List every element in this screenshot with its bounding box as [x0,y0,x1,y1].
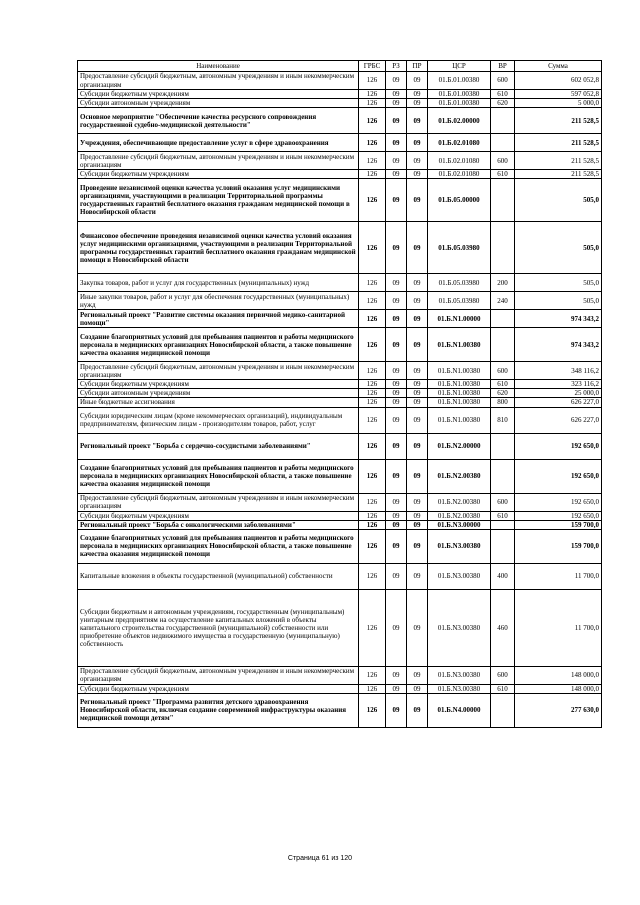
table-row [78,666,602,684]
cell-rz: 09 [386,222,407,274]
cell-name: Региональный проект "Программа развития детского здравоохранения Новосибирской области, включая создание современной инфраструктуры оказания медицинской помощи детям" [78,693,359,727]
cell-rz: 09 [386,152,407,170]
cell-grbs: 126 [359,222,386,274]
budget-table [77,60,602,728]
cell-pr: 09 [407,179,428,222]
cell-csr: 01.Б.N1.00380 [428,362,491,380]
cell-rz: 09 [386,693,407,727]
cell-sum: 5 000,0 [515,99,602,108]
cell-vr: 620 [491,99,515,108]
cell-sum: 602 052,8 [515,72,602,90]
header-csr: ЦСР [428,61,491,72]
cell-grbs: 126 [359,108,386,134]
cell-csr: 01.Б.05.03980 [428,292,491,310]
cell-rz: 09 [386,529,407,563]
cell-name: Субсидии бюджетным учреждениям [78,684,359,693]
cell-rz: 09 [386,520,407,529]
cell-vr [491,328,515,362]
table-row [78,108,602,134]
cell-sum: 597 052,8 [515,90,602,99]
cell-rz: 09 [386,362,407,380]
cell-vr: 610 [491,684,515,693]
cell-pr: 09 [407,684,428,693]
cell-name: Предоставление субсидий бюджетным, автономным учреждениям и иным некоммерческим организациям [78,666,359,684]
cell-vr: 610 [491,380,515,389]
cell-sum: 11 700,0 [515,563,602,589]
cell-grbs: 126 [359,666,386,684]
cell-csr: 01.Б.N1.00380 [428,380,491,389]
cell-name: Субсидии бюджетным учреждениям [78,511,359,520]
table-header-row [78,61,602,72]
cell-csr: 01.Б.05.03980 [428,222,491,274]
cell-grbs: 126 [359,433,386,459]
cell-vr: 240 [491,292,515,310]
table-row [78,389,602,398]
cell-name: Субсидии бюджетным учреждениям [78,170,359,179]
cell-csr: 01.Б.N2.00380 [428,511,491,520]
cell-vr: 600 [491,493,515,511]
cell-pr: 09 [407,292,428,310]
header-sum: Сумма [515,61,602,72]
cell-name: Предоставление субсидий бюджетным, автономным учреждениям и иным некоммерческим организациям [78,152,359,170]
cell-vr: 610 [491,90,515,99]
cell-sum: 505,0 [515,274,602,292]
cell-name: Учреждения, обеспечивающие предоставление услуг в сфере здравоохранения [78,134,359,152]
cell-sum: 192 650,0 [515,459,602,493]
cell-grbs: 126 [359,511,386,520]
cell-vr [491,222,515,274]
cell-name: Создание благоприятных условий для пребывания пациентов и работы медицинского персонала в медицинских организациях Новосибирской области, а также повышение качества оказания медицинской помощи [78,529,359,563]
cell-name: Закупка товаров, работ и услуг для государственных (муниципальных) нужд [78,274,359,292]
page-number: Страница 61 из 120 [287,855,353,862]
cell-csr: 01.Б.02.01080 [428,134,491,152]
cell-vr: 200 [491,274,515,292]
header-name: Наименование [78,61,359,72]
cell-rz: 09 [386,292,407,310]
cell-csr: 01.Б.N3.00380 [428,684,491,693]
table-row [78,362,602,380]
cell-csr: 01.Б.N1.00380 [428,407,491,433]
header-pr: ПР [407,61,428,72]
cell-pr: 09 [407,310,428,328]
cell-name: Региональный проект "Борьба с сердечно-сосудистыми заболеваниями" [78,433,359,459]
cell-name: Иные бюджетные ассигнования [78,398,359,407]
cell-csr: 01.Б.02.00000 [428,108,491,134]
cell-rz: 09 [386,72,407,90]
cell-csr: 01.Б.N3.00380 [428,529,491,563]
cell-rz: 09 [386,666,407,684]
cell-grbs: 126 [359,684,386,693]
table-row [78,380,602,389]
cell-grbs: 126 [359,407,386,433]
cell-sum: 277 630,0 [515,693,602,727]
cell-csr: 01.Б.N3.00000 [428,520,491,529]
cell-rz: 09 [386,433,407,459]
cell-vr: 800 [491,398,515,407]
table-row [78,493,602,511]
cell-csr: 01.Б.N2.00380 [428,459,491,493]
cell-grbs: 126 [359,493,386,511]
table-row [78,292,602,310]
cell-csr: 01.Б.N3.00380 [428,589,491,666]
cell-csr: 01.Б.N1.00000 [428,310,491,328]
cell-csr: 01.Б.01.00380 [428,90,491,99]
cell-sum: 192 650,0 [515,433,602,459]
cell-grbs: 126 [359,459,386,493]
cell-sum: 148 000,0 [515,666,602,684]
cell-name: Финансовое обеспечение проведения независимой оценки качества условий оказания услуг медицинскими организациями, участвующими в реализации Территориальной программы государственных гарантий бесплатного оказания гражданам медицинской помощи в Новосибирской области [78,222,359,274]
table-row [78,222,602,274]
cell-csr: 01.Б.05.00000 [428,179,491,222]
cell-vr [491,529,515,563]
cell-sum: 626 227,0 [515,398,602,407]
cell-vr: 600 [491,666,515,684]
cell-name: Предоставление субсидий бюджетным, автономным учреждениям и иным некоммерческим организациям [78,362,359,380]
cell-vr [491,433,515,459]
cell-sum: 211 528,5 [515,134,602,152]
cell-name: Создание благоприятных условий для пребывания пациентов и работы медицинского персонала в медицинских организациях Новосибирской области, а также повышение качества оказания медицинской помощи [78,328,359,362]
cell-grbs: 126 [359,99,386,108]
cell-sum: 211 528,5 [515,108,602,134]
table-row [78,693,602,727]
table-row [78,459,602,493]
cell-grbs: 126 [359,389,386,398]
cell-name: Основное мероприятие "Обеспечение качества ресурсного сопровождения государственной судебно-медицинской деятельности" [78,108,359,134]
cell-rz: 09 [386,407,407,433]
cell-sum: 211 528,5 [515,170,602,179]
header-vr: ВР [491,61,515,72]
cell-vr [491,134,515,152]
cell-rz: 09 [386,684,407,693]
cell-sum: 159 700,0 [515,520,602,529]
table-row [78,433,602,459]
cell-pr: 09 [407,72,428,90]
cell-grbs: 126 [359,170,386,179]
cell-rz: 09 [386,99,407,108]
cell-sum: 148 000,0 [515,684,602,693]
cell-vr: 600 [491,152,515,170]
cell-grbs: 126 [359,380,386,389]
table-row [78,328,602,362]
cell-sum: 192 650,0 [515,493,602,511]
cell-name: Субсидии автономным учреждениям [78,389,359,398]
cell-csr: 01.Б.02.01080 [428,152,491,170]
table-row [78,99,602,108]
cell-sum: 323 116,2 [515,380,602,389]
cell-csr: 01.Б.01.00380 [428,99,491,108]
cell-vr: 600 [491,362,515,380]
cell-grbs: 126 [359,589,386,666]
cell-name: Субсидии юридическим лицам (кроме некоммерческих организаций), индивидуальным предпринимателям, физическим лицам - производителям товаров, работ, услуг [78,407,359,433]
cell-grbs: 126 [359,90,386,99]
cell-grbs: 126 [359,134,386,152]
table-row [78,407,602,433]
cell-vr: 600 [491,72,515,90]
cell-rz: 09 [386,563,407,589]
cell-grbs: 126 [359,693,386,727]
cell-name: Создание благоприятных условий для пребывания пациентов и работы медицинского персонала в медицинских организациях Новосибирской области, а также повышение качества оказания медицинской помощи [78,459,359,493]
cell-csr: 01.Б.N2.00000 [428,433,491,459]
cell-pr: 09 [407,511,428,520]
cell-vr [491,459,515,493]
cell-csr: 01.Б.N4.00000 [428,693,491,727]
cell-pr: 09 [407,108,428,134]
cell-csr: 01.Б.01.00380 [428,72,491,90]
cell-sum: 505,0 [515,179,602,222]
cell-rz: 09 [386,380,407,389]
cell-name: Проведение независимой оценки качества условий оказания услуг медицинскими организациями, участвующими в реализации Территориальной программы государственных гарантий бесплатного оказания гражданам медицинской помощи в Новосибирской области [78,179,359,222]
cell-csr: 01.Б.N1.00380 [428,389,491,398]
cell-name: Субсидии автономным учреждениям [78,99,359,108]
cell-rz: 09 [386,459,407,493]
cell-sum: 159 700,0 [515,529,602,563]
cell-vr [491,108,515,134]
cell-csr: 01.Б.05.03980 [428,274,491,292]
cell-pr: 09 [407,433,428,459]
table-row [78,511,602,520]
cell-rz: 09 [386,589,407,666]
cell-sum: 974 343,2 [515,310,602,328]
cell-vr [491,310,515,328]
cell-pr: 09 [407,328,428,362]
cell-sum: 25 000,0 [515,389,602,398]
table-row [78,520,602,529]
cell-pr: 09 [407,529,428,563]
cell-grbs: 126 [359,179,386,222]
cell-grbs: 126 [359,362,386,380]
cell-pr: 09 [407,380,428,389]
cell-grbs: 126 [359,274,386,292]
cell-rz: 09 [386,328,407,362]
cell-sum: 348 116,2 [515,362,602,380]
header-rz: РЗ [386,61,407,72]
cell-grbs: 126 [359,563,386,589]
cell-pr: 09 [407,407,428,433]
cell-grbs: 126 [359,292,386,310]
cell-rz: 09 [386,398,407,407]
table-row [78,274,602,292]
table-row [78,310,602,328]
cell-pr: 09 [407,563,428,589]
cell-pr: 09 [407,493,428,511]
table-row [78,398,602,407]
cell-pr: 09 [407,90,428,99]
cell-grbs: 126 [359,310,386,328]
cell-rz: 09 [386,134,407,152]
cell-name: Субсидии бюджетным учреждениям [78,90,359,99]
table-row [78,684,602,693]
cell-vr [491,693,515,727]
cell-vr [491,520,515,529]
cell-rz: 09 [386,511,407,520]
cell-vr: 610 [491,170,515,179]
cell-name: Предоставление субсидий бюджетным, автономным учреждениям и иным некоммерческим организациям [78,72,359,90]
cell-grbs: 126 [359,529,386,563]
cell-vr: 460 [491,589,515,666]
table-body [78,72,602,728]
cell-rz: 09 [386,179,407,222]
cell-sum: 11 700,0 [515,589,602,666]
header-grbs: ГРБС [359,61,386,72]
cell-pr: 09 [407,589,428,666]
cell-vr: 400 [491,563,515,589]
cell-pr: 09 [407,389,428,398]
cell-grbs: 126 [359,72,386,90]
cell-name: Капитальные вложения в объекты государственной (муниципальной) собственности [78,563,359,589]
table-row [78,72,602,90]
cell-name: Субсидии бюджетным и автономным учреждениям, государственным (муниципальным) унитарным предприятиям на осуществление капитальных вложений в объекты капитального строительства государственной (муниципальной) собственности или приобретение объектов недвижимого имущества в государственную (муниципальную) собственность [78,589,359,666]
cell-vr [491,179,515,222]
table-row [78,170,602,179]
cell-rz: 09 [386,310,407,328]
cell-pr: 09 [407,666,428,684]
cell-pr: 09 [407,222,428,274]
cell-rz: 09 [386,170,407,179]
table-row [78,529,602,563]
table-row [78,90,602,99]
table-row [78,589,602,666]
table-row [78,563,602,589]
cell-pr: 09 [407,362,428,380]
cell-csr: 01.Б.N3.00380 [428,666,491,684]
cell-vr: 810 [491,407,515,433]
cell-csr: 01.Б.N3.00380 [428,563,491,589]
cell-grbs: 126 [359,520,386,529]
cell-sum: 505,0 [515,222,602,274]
cell-sum: 626 227,0 [515,407,602,433]
cell-csr: 01.Б.02.01080 [428,170,491,179]
table-row [78,179,602,222]
cell-name: Предоставление субсидий бюджетным, автономным учреждениям и иным некоммерческим организациям [78,493,359,511]
cell-rz: 09 [386,108,407,134]
cell-sum: 505,0 [515,292,602,310]
cell-csr: 01.Б.N1.00380 [428,398,491,407]
cell-rz: 09 [386,274,407,292]
cell-name: Субсидии бюджетным учреждениям [78,380,359,389]
cell-pr: 09 [407,152,428,170]
cell-rz: 09 [386,493,407,511]
cell-vr: 610 [491,511,515,520]
cell-sum: 192 650,0 [515,511,602,520]
cell-pr: 09 [407,170,428,179]
table-row [78,152,602,170]
cell-pr: 09 [407,99,428,108]
cell-pr: 09 [407,134,428,152]
cell-name: Региональный проект "Развитие системы оказания первичной медико-санитарной помощи" [78,310,359,328]
cell-sum: 211 528,5 [515,152,602,170]
cell-name: Иные закупки товаров, работ и услуг для обеспечения государственных (муниципальных) нужд [78,292,359,310]
cell-grbs: 126 [359,398,386,407]
cell-vr: 620 [491,389,515,398]
cell-sum: 974 343,2 [515,328,602,362]
cell-pr: 09 [407,459,428,493]
cell-pr: 09 [407,520,428,529]
table-row [78,134,602,152]
cell-csr: 01.Б.N2.00380 [428,493,491,511]
cell-name: Региональный проект "Борьба с онкологическими заболеваниями" [78,520,359,529]
cell-pr: 09 [407,274,428,292]
cell-grbs: 126 [359,152,386,170]
cell-pr: 09 [407,398,428,407]
cell-rz: 09 [386,90,407,99]
cell-grbs: 126 [359,328,386,362]
cell-csr: 01.Б.N1.00380 [428,328,491,362]
cell-rz: 09 [386,389,407,398]
cell-pr: 09 [407,693,428,727]
